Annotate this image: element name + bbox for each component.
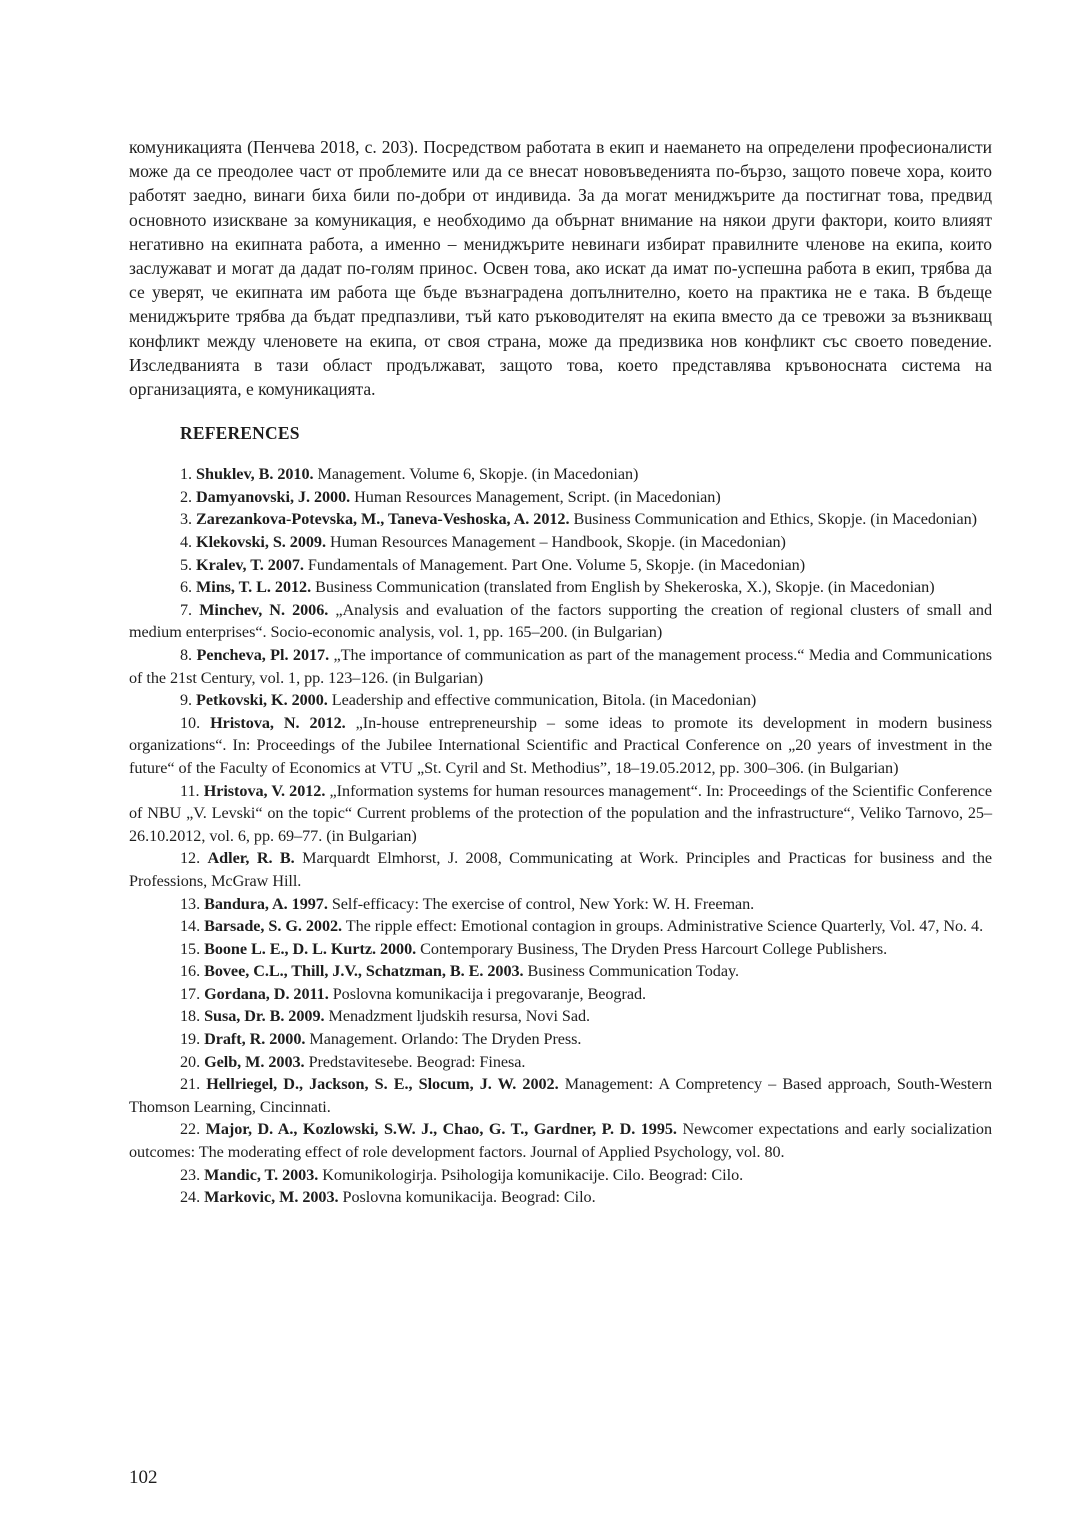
reference-text: Business Communication (translated from English by Shekeroska, X.), Skopje. (in Macedonian): [315, 578, 935, 597]
reference-number: 11.: [180, 781, 200, 800]
reference-text: „The importance of communication as part of the management process.“ Media and Communications of the 21st Century, vol. 1, pp. 123–126. (in Bulgarian): [129, 645, 992, 687]
reference-author: Bovee, C.L., Thill, J.V., Schatzman, B. E. 2003.: [204, 962, 524, 981]
reference-item: [129, 983, 992, 1006]
reference-author: Gordana, D. 2011.: [204, 984, 329, 1003]
reference-item: [129, 960, 992, 983]
reference-number: 16.: [180, 962, 201, 981]
reference-author: Barsade, S. G. 2002.: [204, 917, 343, 936]
reference-number: 17.: [180, 984, 201, 1003]
reference-text: The ripple effect: Emotional contagion in groups. Administrative Science Quarterly, Vol. 47, No. 4.: [345, 917, 984, 936]
reference-number: 23.: [180, 1165, 201, 1184]
reference-number: 7.: [180, 600, 193, 619]
reference-item: [129, 712, 992, 780]
reference-text: „In-house entrepreneurship – some ideas to promote its development in modern business organizations“. In: Proceedings of the Jubilee International Scientific and Practical Conference on „20 years of investment in the future“ of the Faculty of Economics at VTU „St. Cyril and St. Methodius”, 18–19.05.2012, pp. 300–306. (in Bulgarian): [129, 713, 992, 777]
page-number: 102: [129, 1467, 158, 1488]
reference-number: 4.: [180, 533, 193, 552]
reference-text: Poslovna komunikacija i pregovaranje, Beograd.: [332, 984, 646, 1003]
reference-text: Leadership and effective communication, Bitola. (in Macedonian): [331, 691, 757, 710]
reference-author: Damyanovski, J. 2000.: [196, 487, 351, 506]
reference-text: Management. Volume 6, Skopje. (in Macedonian): [317, 465, 639, 484]
reference-text: Business Communication Today.: [527, 962, 739, 981]
reference-text: Management. Orlando: The Dryden Press.: [309, 1030, 582, 1049]
reference-author: Zarezankova-Potevska, M., Taneva-Veshoska, A. 2012.: [196, 510, 570, 529]
reference-item: [129, 915, 992, 938]
reference-author: Hristova, V. 2012.: [203, 781, 326, 800]
reference-text: Marquardt Elmhorst, J. 2008, Communicating at Work. Principles and Practicas for business and the Professions, McGraw Hill.: [129, 849, 992, 890]
reference-number: 18.: [180, 1007, 201, 1026]
reference-item: [129, 463, 992, 486]
reference-number: 20.: [180, 1052, 201, 1071]
reference-item: [129, 1051, 992, 1074]
reference-text: Human Resources Management, Script. (in Macedonian): [354, 487, 721, 506]
reference-text: Newcomer expectations and early socialization outcomes: The moderating effect of role development factors. Journal of Applied Psychology, vol. 80.: [129, 1120, 993, 1162]
reference-item: [129, 780, 992, 848]
reference-text: Komunikologirja. Psihologija komunikacije. Cilo. Beograd: Cilo.: [322, 1165, 744, 1184]
reference-item: [129, 1005, 992, 1028]
reference-number: 5.: [180, 555, 193, 574]
reference-item: [129, 1118, 992, 1163]
reference-item: [129, 938, 992, 961]
reference-number: 14.: [180, 917, 201, 936]
reference-author: Adler, R. B.: [207, 849, 295, 868]
reference-item: [129, 486, 992, 509]
reference-author: Gelb, M. 2003.: [204, 1052, 305, 1071]
reference-author: Hellriegel, D., Jackson, S. E., Slocum, J. W. 2002.: [206, 1075, 559, 1094]
reference-number: 21.: [180, 1075, 201, 1094]
reference-author: Petkovski, K. 2000.: [196, 691, 328, 710]
page-content: [129, 135, 992, 1209]
reference-text: „Analysis and evaluation of the factors supporting the creation of regional clusters of small and medium enterprises“. Socio-economic analysis, vol. 1, pp. 165–200. (in Bulgarian): [129, 600, 993, 642]
reference-author: Pencheva, Pl. 2017.: [196, 645, 330, 664]
reference-number: 9.: [180, 691, 193, 710]
reference-number: 6.: [180, 578, 193, 597]
reference-number: 15.: [180, 939, 201, 958]
reference-text: Menadzment ljudskih resursa, Novi Sad.: [328, 1007, 591, 1026]
reference-number: 19.: [180, 1030, 201, 1049]
reference-text: Fundamentals of Management. Part One. Volume 5, Skopje. (in Macedonian): [307, 555, 806, 574]
reference-item: [129, 599, 992, 644]
reference-number: 12.: [180, 849, 201, 868]
reference-item: [129, 576, 992, 599]
reference-text: Self-efficacy: The exercise of control, New York: W. H. Freeman.: [331, 894, 755, 913]
reference-author: Mins, T. L. 2012.: [196, 578, 312, 597]
reference-text: „Information systems for human resources management“. In: Proceedings of the Scientific Conference of NBU „V. Levski“ on the topic“ Current problems of the protection of the population and the infrastructure“, Veliko Tarnovo, 25–26.10.2012, vol. 6, pp. 69–77. (in Bulgarian): [129, 781, 993, 845]
reference-author: Hristova, N. 2012.: [210, 713, 346, 732]
reference-text: Management: A Compretency – Based approach, South-Western Thomson Learning, Cincinnati.: [129, 1075, 992, 1116]
reference-author: Klekovski, S. 2009.: [196, 533, 326, 552]
reference-item: [129, 689, 992, 712]
reference-number: 22.: [180, 1120, 201, 1139]
reference-text: Predstavitesebe. Beograd: Finesa.: [308, 1052, 526, 1071]
reference-item: [129, 1164, 992, 1187]
references-list: [129, 463, 992, 1209]
reference-item: [129, 847, 992, 892]
reference-item: [129, 508, 992, 531]
reference-number: 3.: [180, 510, 193, 529]
references-heading: REFERENCES: [180, 423, 300, 444]
reference-number: 24.: [180, 1188, 201, 1207]
reference-author: Bandura, A. 1997.: [204, 894, 328, 913]
reference-author: Mandic, T. 2003.: [204, 1165, 319, 1184]
reference-number: 2.: [180, 487, 193, 506]
reference-item: [129, 893, 992, 916]
reference-item: [129, 531, 992, 554]
reference-author: Boone L. E., D. L. Kurtz. 2000.: [204, 939, 417, 958]
reference-author: Minchev, N. 2006.: [199, 600, 329, 619]
reference-text: Contemporary Business, The Dryden Press Harcourt College Publishers.: [420, 939, 888, 958]
reference-item: [129, 1028, 992, 1051]
reference-number: 13.: [180, 894, 201, 913]
reference-number: 1.: [180, 465, 193, 484]
reference-text: Human Resources Management – Handbook, Skopje. (in Macedonian): [329, 533, 786, 552]
reference-text: Poslovna komunikacija. Beograd: Cilo.: [342, 1188, 596, 1207]
reference-author: Shuklev, B. 2010.: [196, 465, 314, 484]
reference-number: 10.: [180, 713, 201, 732]
reference-item: [129, 1073, 992, 1118]
reference-author: Susa, Dr. B. 2009.: [204, 1007, 325, 1026]
reference-author: Major, D. A., Kozlowski, S.W. J., Chao, G. T., Gardner, P. D. 1995.: [205, 1120, 677, 1139]
reference-author: Kralev, T. 2007.: [196, 555, 304, 574]
reference-text: Business Communication and Ethics, Skopje. (in Macedonian): [573, 510, 977, 529]
reference-author: Draft, R. 2000.: [204, 1030, 306, 1049]
reference-author: Markovic, M. 2003.: [204, 1188, 339, 1207]
reference-item: [129, 644, 992, 689]
body-paragraph: комуникацията (Пенчева 2018, с. 203). Посредством работата в екип и наемането на определени професионалисти може да се преодолее част от проблемите или да се внесат нововъведенията по-бързо, защото повече хора, които работят заедно, винаги биха били по-добри от индивида. За да могат мениджърите да постигнат това, предвид основното изискване за комуникация, е необходимо да обърнат внимание на някои други фактори, които влияят негативно на екипната работа, а именно – мениджърите невинаги избират правилните членове на екипа, които заслужават и могат да дадат по-голям принос. Освен това, ако искат да имат по-успешна работа в екип, трябва да се уверят, че екипната им работа ще бъде възнаградена допълнително, което на практика не е така. В бъдеще мениджърите трябва да бъдат предпазливи, тъй като ръководителят на екипа вместо да се тревожи за възникващ конфликт между членовете на екипа, от своя страна, може да предизвика нов конфликт със своето поведение. Изследванията в тази област продължават, защото това, което представлява кръвоносната система на организацията, е комуникацията.: [129, 137, 992, 400]
reference-item: [129, 554, 992, 577]
reference-number: 8.: [180, 645, 193, 664]
reference-item: [129, 1186, 992, 1209]
